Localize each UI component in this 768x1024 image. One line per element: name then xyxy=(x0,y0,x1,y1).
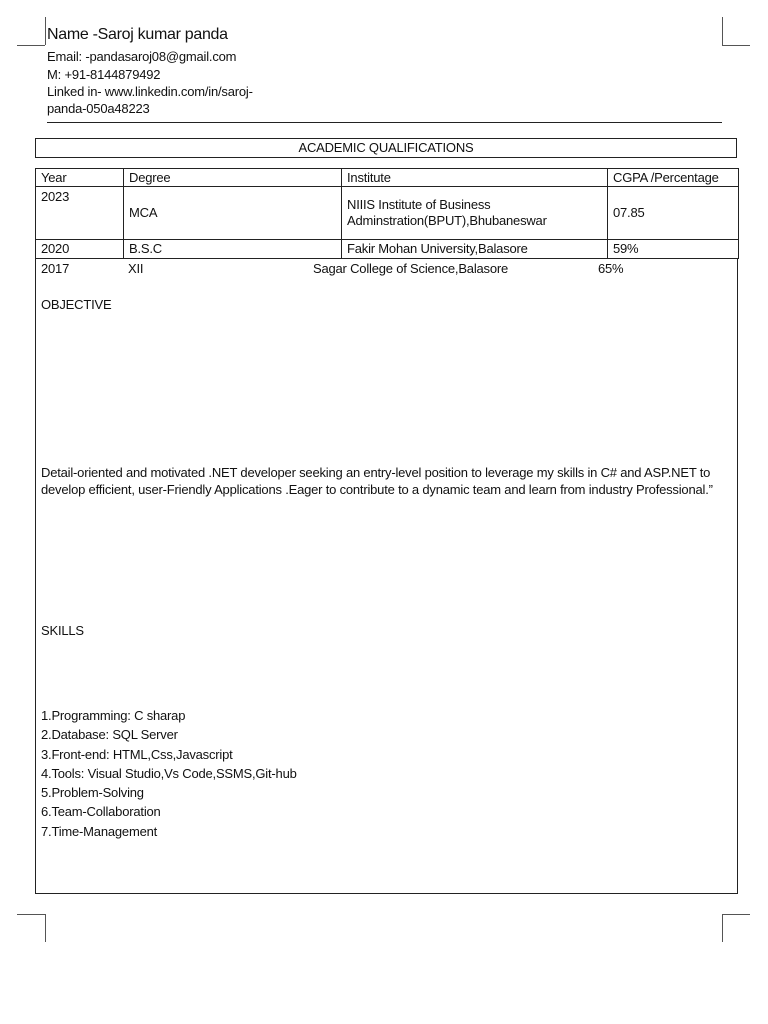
cell-score: 59% xyxy=(608,240,739,259)
table-row xyxy=(36,240,739,259)
cell-degree: MCA xyxy=(124,187,342,240)
crop-mark-top-right-v xyxy=(722,17,723,45)
row-2017-degree: XII xyxy=(128,261,144,276)
cell-year: 2020 xyxy=(36,240,124,259)
list-item: 4.Tools: Visual Studio,Vs Code,SSMS,Git-hub xyxy=(41,765,297,781)
column-header-institute: Institute xyxy=(342,169,608,187)
crop-mark-top-right-h xyxy=(722,45,750,46)
email-line: Email: -pandasaroj08@gmail.com xyxy=(47,49,237,64)
list-item: 5.Problem-Solving xyxy=(41,785,144,801)
list-item: 2.Database: SQL Server xyxy=(41,727,178,743)
objective-text: Detail-oriented and motivated .NET developer seeking an entry-level position to leverage my skills in C# and ASP.NET to develop efficient, user-Friendly Applications .Eager to contribute to a dynamic team and learn from industry Professional.” xyxy=(41,465,713,497)
resume-name: Name -Saroj kumar panda xyxy=(47,26,228,43)
cell-year: 2023 xyxy=(36,187,124,240)
row-2017-institute: Sagar College of Science,Balasore xyxy=(313,261,509,276)
academic-qualifications-title: ACADEMIC QUALIFICATIONS xyxy=(35,138,737,158)
column-header-year: Year xyxy=(36,169,124,187)
row-2017-year: 2017 xyxy=(41,261,70,276)
header-divider xyxy=(47,122,722,123)
linkedin-line: Linked in- www.linkedin.com/in/saroj- xyxy=(47,84,253,99)
list-item: 1.Programming: C sharap xyxy=(41,708,186,723)
crop-mark-bottom-right-h xyxy=(722,914,750,915)
row-2017-score: 65% xyxy=(598,261,624,276)
cell-institute-line2: Adminstration(BPUT),Bhubaneswar xyxy=(347,213,547,228)
cell-degree: B.S.C xyxy=(124,240,342,259)
list-item: 6.Team-Collaboration xyxy=(41,804,161,820)
crop-mark-bottom-left-v xyxy=(45,914,46,942)
crop-mark-top-left-v xyxy=(45,17,46,45)
mobile-line: M: +91-8144879492 xyxy=(47,67,161,82)
crop-mark-bottom-right-v xyxy=(722,914,723,942)
table-row xyxy=(36,187,739,240)
academic-table xyxy=(35,168,739,259)
list-item: 3.Front-end: HTML,Css,Javascript xyxy=(41,746,233,762)
list-item: 7.Time-Management xyxy=(41,823,158,839)
column-header-degree: Degree xyxy=(124,169,342,187)
table-header-row xyxy=(36,169,739,187)
linkedin-line-continued: panda-050a48223 xyxy=(47,101,150,116)
cell-institute xyxy=(342,187,608,240)
cell-institute-line1: NIIIS Institute of Business xyxy=(347,197,491,212)
skills-list xyxy=(41,706,297,841)
objective-heading: OBJECTIVE xyxy=(41,297,112,312)
cell-score: 07.85 xyxy=(608,187,739,240)
cell-institute: Fakir Mohan University,Balasore xyxy=(342,240,608,259)
crop-mark-bottom-left-h xyxy=(17,914,45,915)
skills-heading: SKILLS xyxy=(41,623,84,638)
column-header-score: CGPA /Percentage xyxy=(608,169,739,187)
crop-mark-top-left-h xyxy=(17,45,45,46)
